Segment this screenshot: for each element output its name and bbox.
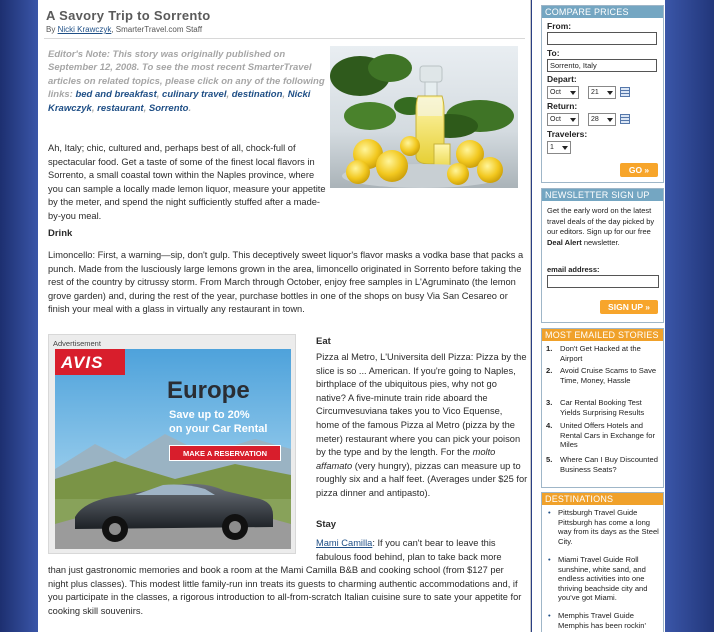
tag-link-destination[interactable]: destination (231, 89, 283, 101)
ad-reservation-button[interactable]: MAKE A RESERVATION (169, 445, 281, 461)
ad-offer-line1: Save up to 20% (169, 409, 250, 421)
travelers-label: Travelers: (547, 129, 588, 139)
tag-link-restaurant[interactable]: restaurant (97, 102, 144, 114)
most-emailed-header: MOST EMAILED STORIES (542, 329, 663, 341)
avis-ad-banner[interactable] (55, 349, 291, 549)
stay-heading: Stay (316, 519, 337, 530)
destinations-header: DESTINATIONS (542, 493, 663, 505)
newsletter-header: NEWSLETTER SIGN UP (542, 189, 663, 201)
stay-paragraph-top (316, 537, 526, 565)
depart-month-select[interactable]: Oct (547, 86, 579, 99)
list-item[interactable]: • Memphis Travel Guide Memphis has been rockin' (548, 611, 646, 630)
list-item[interactable]: • Miami Travel Guide Roll sunshine, white sand, and endless activities into one thriving beachside city and you've got Miami. (548, 555, 648, 602)
depart-label: Depart: (547, 74, 577, 84)
intro-paragraph: Ah, Italy; chic, cultured and, perhaps best of all, chock-full of spectacular food. Get a taste of some of the finest local flavors in Sorrento, a small coastal town within the Naples province, where you can sample a locally made lemon liquor, measure your appetite by the meter, and spend the night sufficiently stuffed after a made-by-you meal. (48, 143, 326, 221)
page-background-left (0, 0, 38, 632)
most-emailed-box (541, 328, 664, 488)
eat-heading: Eat (316, 336, 331, 347)
signup-button[interactable]: SIGN UP » (600, 300, 658, 314)
from-input[interactable] (547, 32, 657, 45)
page-background-right (665, 0, 714, 632)
article-column (38, 0, 531, 632)
stay-paragraph-bottom: than just gastronomic memories and book a room at the Mami Camilla B&B and cooking school (from $127 per night plus classes). This modest little family-run inn treats its guests to charming authentic accommodations and, if you participate in the classes, a rigorous introduction to all-from-scratch Italian cuisine sure to sate your appetite for cooking skill souvenirs. (48, 565, 522, 616)
editors-note: Editor's Note: This story was originally published on September 12, 2008. To see the most recent SmarterTravel articles on related topics, please click on any of the following links: bed and breakfast, culinary travel, destination, Nicki Krawczyk, restaurant, Sorrento. (48, 49, 325, 114)
depart-day-select[interactable]: 21 (588, 86, 616, 99)
newsletter-box (541, 188, 664, 323)
article-title: A Savory Trip to Sorrento (46, 8, 211, 23)
list-item[interactable]: 5. Where Can I Buy Discounted Business Seats? (546, 455, 658, 474)
eat-italic: molto affamato (316, 447, 496, 471)
return-day-select[interactable]: 28 (588, 113, 616, 126)
bullet-icon: • (548, 508, 551, 517)
stay-text-head: : If you can't bear to leave this fabulous food behind, plan to take back more (316, 538, 502, 562)
eat-text-2: (very hungry), pizzas can measure up to roughly six and a half feet. (Averages under $25 for pizza dinner and antipasto). (316, 460, 528, 498)
mami-camilla-link[interactable]: Mami Camilla (316, 538, 373, 548)
tag-link-sorrento[interactable]: Sorrento (148, 102, 189, 114)
list-item[interactable]: 4. United Offers Hotels and Rental Cars in Exchange for Miles (546, 421, 655, 449)
eat-paragraph (316, 351, 528, 501)
list-item[interactable]: • Pittsburgh Travel Guide Pittsburgh has come a long way from its days as the Steel City. (548, 508, 659, 546)
compare-prices-box (541, 5, 664, 183)
newsletter-description: Get the early word on the latest travel deals of the day picked by our editors. Sign up for our free Deal Alert newsletter. (547, 206, 655, 247)
bullet-icon: • (548, 555, 551, 564)
limoncello-photo (330, 46, 518, 188)
list-item[interactable]: 2. Avoid Cruise Scams to Save Time, Money, Hassle (546, 366, 657, 385)
list-item[interactable]: 3. Car Rental Booking Test Yields Surprising Results (546, 398, 645, 417)
tag-link-author[interactable]: Nicki Krawczyk (48, 89, 311, 114)
compare-prices-header: COMPARE PRICES (542, 6, 663, 18)
ad-offer-line2: on your Car Rental (169, 423, 268, 435)
byline-prefix: By (46, 25, 56, 34)
sidebar (532, 0, 665, 632)
ad-label: Advertisement (53, 339, 101, 348)
editors-note-text: Editor's Note: This story was originally published on September 12, 2008. To see the most recent SmarterTravel articles on related topics, please click on any of the following links: (48, 49, 325, 101)
drink-heading: Drink (48, 228, 73, 239)
return-label: Return: (547, 101, 578, 111)
from-label: From: (547, 21, 572, 31)
to-label: To: (547, 48, 560, 58)
destinations-box (541, 492, 664, 632)
bullet-icon: • (548, 611, 551, 620)
avis-logo: AVIS (61, 353, 104, 372)
author-link[interactable]: Nicki Krawczyk (57, 25, 112, 34)
drink-paragraph: Limoncello: First, a warning—sip, don't gulp. This deceptively sweet liquor's flavor masks a vodka base that packs a punch. Made from the lusciously large lemons grown in the area, limoncello originated in Sorrento before taking the rest of the country by citrussy storm. From March through October, enjoy free samples in L'Agruminato (the lemon grove garden) and, during the rest of the year, purchase bottles in one of the shops on busy Via San Cesareo or finish your meal with a glass in virtually any restaurant in town. (48, 250, 524, 315)
return-month-select[interactable]: Oct (547, 113, 579, 126)
ad-headline: Europe (167, 377, 250, 404)
depart-calendar-icon[interactable] (620, 87, 630, 97)
email-label: email address: (547, 265, 600, 274)
advertisement (48, 334, 296, 554)
go-button[interactable]: GO » (620, 163, 658, 177)
travelers-select[interactable]: 1 (547, 141, 571, 154)
to-input[interactable]: Sorrento, Italy (547, 59, 657, 72)
title-divider (44, 38, 525, 39)
byline-suffix: , SmarterTravel.com Staff (111, 25, 203, 34)
email-input[interactable] (547, 275, 659, 288)
tag-link-bed-and-breakfast[interactable]: bed and breakfast (75, 89, 157, 101)
tag-link-culinary-travel[interactable]: culinary travel (162, 89, 227, 101)
eat-text-1: Pizza al Metro, L'Universita dell Pizza: Pizza by the slice is so ... American. If you're going to Naples, birthplace of the ubiquitous pies, why not go native? A five-minute train ride aboard the Circumvesuviana takes you to Vico Equense, home of the famous Pizza al Metro (pizza by the meter) restaurant where you can pick your poison by the type and by the length. For the (316, 352, 527, 458)
byline (46, 25, 202, 34)
list-item[interactable]: 1. Don't Get Hacked at the Airport (546, 344, 641, 363)
return-calendar-icon[interactable] (620, 114, 630, 124)
